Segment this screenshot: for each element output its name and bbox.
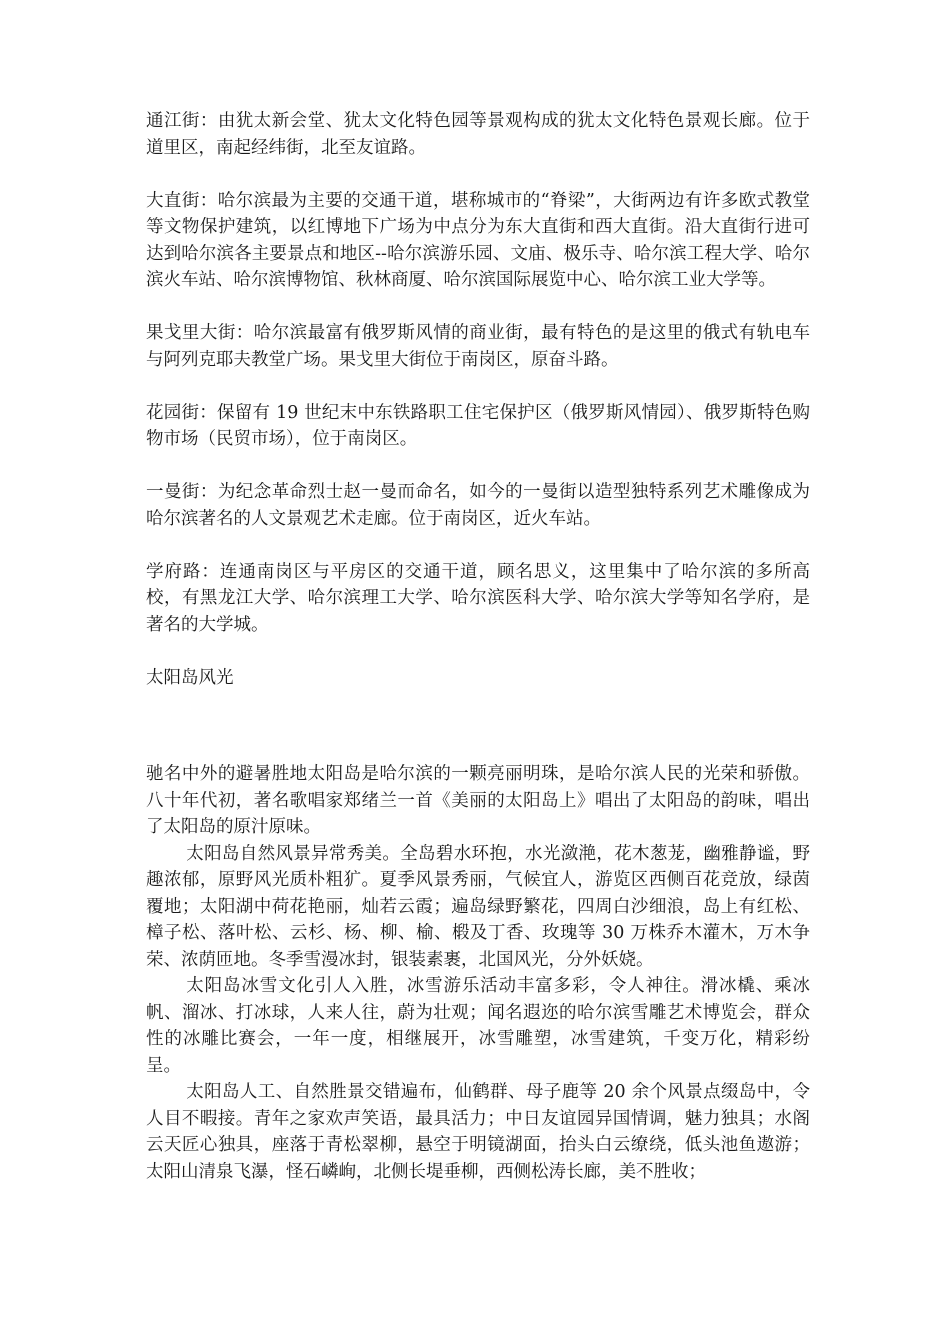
paragraph-island-ice-culture: 太阳岛冰雪文化引人入胜，冰雪游乐活动丰富多彩，令人神往。滑冰橇、乘冰帆、溜冰、打冰球，人来人往，蔚为壮观；闻名遐迩的哈尔滨雪雕艺术博览会，群众性的冰雕比赛会，一年一度，相继展开，冰雪雕塑，冰雪建筑，千变万化，精彩纷呈。	[146, 976, 810, 1076]
paragraph-xuefu-road: 学府路：连通南岗区与平房区的交通干道，顾名思义，这里集中了哈尔滨的多所高校，有黑龙江大学、哈尔滨理工大学、哈尔滨医科大学、哈尔滨大学等知名学府，是著名的大学城。	[146, 561, 810, 635]
document-page	[146, 108, 810, 1185]
paragraph-island-intro: 驰名中外的避暑胜地太阳岛是哈尔滨的一颗亮丽明珠，是哈尔滨人民的光荣和骄傲。八十年代初，著名歌唱家郑绪兰一首《美丽的太阳岛上》唱出了太阳岛的韵味，唱出了太阳岛的原汁原味。	[146, 764, 810, 837]
paragraph-huayuan-street: 花园街：保留有 19 世纪末中东铁路职工住宅保护区（俄罗斯风情园）、俄罗斯特色购物市场（民贸市场），位于南岗区。	[146, 402, 810, 449]
section-heading: 太阳岛风光	[146, 667, 234, 688]
paragraph-tongjiang-street: 通江街：由犹太新会堂、犹太文化特色园等景观构成的犹太文化特色景观长廊。位于道里区，南起经纬街，北至友谊路。	[146, 111, 810, 158]
paragraph-island-scenery: 太阳岛自然风景异常秀美。全岛碧水环抱，水光潋滟，花木葱茏，幽雅静谧，野趣浓郁，原野风光质朴粗犷。夏季风景秀丽，气候宜人，游览区西侧百花竞放，绿茵覆地；太阳湖中荷花艳丽，灿若云霞；遍岛绿野繁花，四周白沙细浪，岛上有红松、樟子松、落叶松、云杉、杨、柳、榆、椴及丁香、玫瑰等 30 万株乔木灌木，万木争荣、浓荫匝地。冬季雪漫冰封，银装素裹，北国风光，分外妖娆。	[146, 843, 810, 970]
paragraph-yiman-street: 一曼街：为纪念革命烈士赵一曼而命名，如今的一曼街以造型独特系列艺术雕像成为哈尔滨著名的人文景观艺术走廊。位于南岗区，近火车站。	[146, 482, 810, 529]
paragraph-dazhi-street: 大直街：哈尔滨最为主要的交通干道，堪称城市的“脊梁”，大街两边有许多欧式教堂等文物保护建筑，以红博地下广场为中点分为东大直街和西大直街。沿大直街行进可达到哈尔滨各主要景点和地区--哈尔滨游乐园、文庙、极乐寺、哈尔滨工程大学、哈尔滨火车站、哈尔滨博物馆、秋林商厦、哈尔滨国际展览中心、哈尔滨工业大学等。	[146, 190, 810, 290]
paragraph-island-attractions: 太阳岛人工、自然胜景交错遍布，仙鹤群、母子鹿等 20 余个风景点缀岛中，令人目不暇接。青年之家欢声笑语，最具活力；中日友谊园异国情调，魅力独具；水阁云天匠心独具，座落于青松翠柳，悬空于明镜湖面，抬头白云缭绕，低头池鱼遨游；太阳山清泉飞瀑，怪石嶙峋，北侧长堤垂柳，西侧松涛长廊，美不胜收；	[146, 1082, 810, 1182]
paragraph-gogol-street: 果戈里大街：哈尔滨最富有俄罗斯风情的商业街，最有特色的是这里的俄式有轨电车与阿列克耶夫教堂广场。果戈里大街位于南岗区，原奋斗路。	[146, 323, 810, 370]
